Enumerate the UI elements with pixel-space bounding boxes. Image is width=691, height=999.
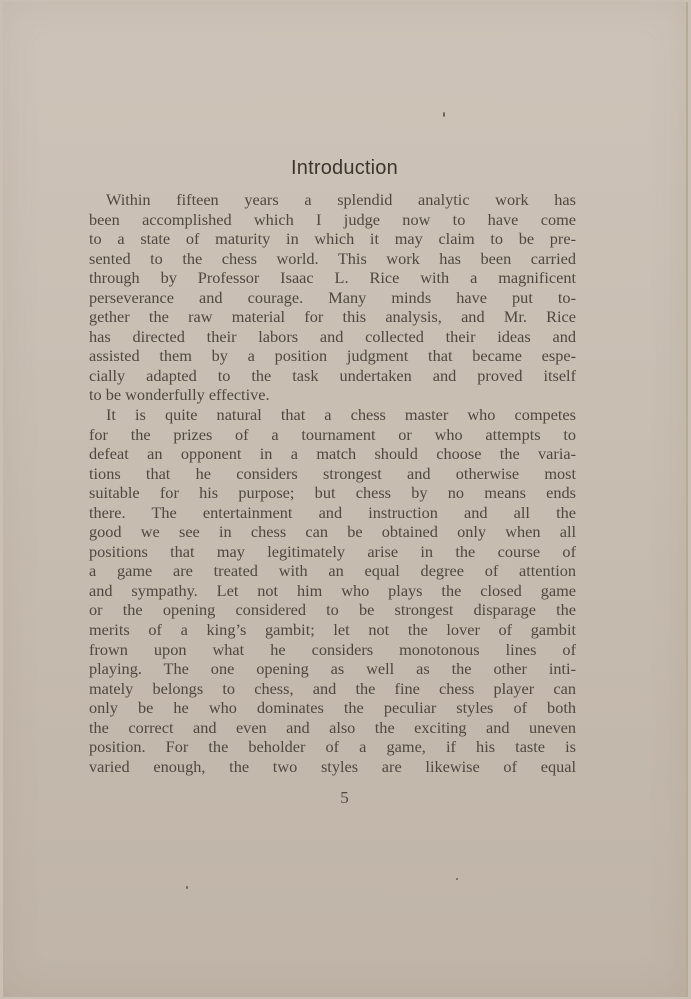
text-line: only be he who dominates the peculiar styles of both xyxy=(89,698,576,718)
text-line: defeat an opponent in a match should choose the varia- xyxy=(89,444,576,464)
book-page xyxy=(3,2,688,997)
text-line: position. For the beholder of a game, if his taste is xyxy=(89,737,576,757)
text-line: perseverance and courage. Many minds have put to- xyxy=(89,287,576,307)
text-line: cially adapted to the task undertaken and proved itself xyxy=(89,365,576,385)
text-line: Within fifteen years a splendid analytic work has xyxy=(106,190,576,209)
text-line: to be wonderfully effective. xyxy=(89,385,270,405)
paragraph-2 xyxy=(89,405,576,776)
text-line: assisted them by a position judgment that became espe- xyxy=(89,346,576,366)
text-line: the correct and even and also the exciting and uneven xyxy=(89,717,576,737)
text-line: has directed their labors and collected their ideas and xyxy=(89,326,576,346)
paragraph-1 xyxy=(89,190,576,405)
page-number: 5 xyxy=(340,788,349,807)
text-line: playing. The one opening as well as the other inti- xyxy=(89,659,576,679)
text-line: frown upon what he considers monotonous lines of xyxy=(89,639,576,659)
ink-speck xyxy=(443,112,445,117)
text-line: for the prizes of a tournament or who attempts to xyxy=(89,424,576,444)
text-line: been accomplished which I judge now to have come xyxy=(89,209,576,229)
ink-speck xyxy=(186,886,188,889)
text-line: to a state of maturity in which it may claim to be pre- xyxy=(89,229,576,249)
text-line: a game are treated with an equal degree of attention xyxy=(89,561,576,581)
text-line: and sympathy. Let not him who plays the closed game xyxy=(89,580,576,600)
chapter-title: Introduction xyxy=(291,157,398,179)
text-line: positions that may legitimately arise in the course of xyxy=(89,541,576,561)
text-line: varied enough, the two styles are likewise of equal xyxy=(89,756,576,776)
text-line: gether the raw material for this analysis, and Mr. Rice xyxy=(89,307,576,327)
text-line: through by Professor Isaac L. Rice with a magnificent xyxy=(89,268,576,288)
text-line: good we see in chess can be obtained only when all xyxy=(89,522,576,542)
text-line: It is quite natural that a chess master who competes xyxy=(106,405,576,425)
text-line: mately belongs to chess, and the fine chess player can xyxy=(89,678,576,698)
text-line: sented to the chess world. This work has been carried xyxy=(89,248,576,268)
text-line: merits of a king’s gambit; let not the lover of gambit xyxy=(89,620,576,640)
text-line: or the opening considered to be strongest disparage the xyxy=(89,600,576,620)
text-line: tions that he considers strongest and otherwise most xyxy=(89,463,576,483)
body-text xyxy=(89,190,576,776)
text-line: there. The entertainment and instruction and all the xyxy=(89,502,576,522)
text-line: suitable for his purpose; but chess by no means ends xyxy=(89,483,576,503)
ink-speck xyxy=(456,878,458,880)
